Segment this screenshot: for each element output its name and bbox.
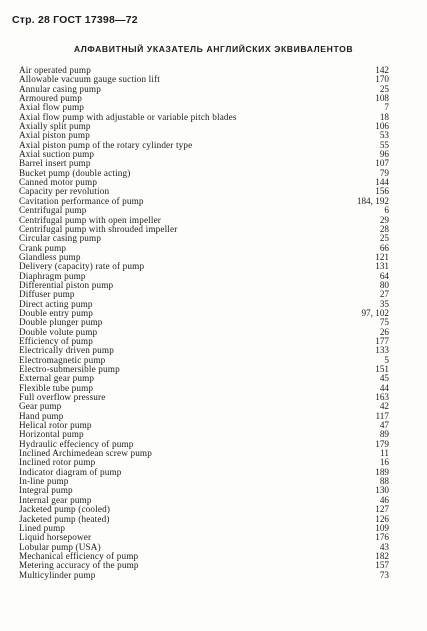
index-term: Crank pump — [19, 242, 67, 253]
index-term: Inclined Archimedean screw pump — [19, 448, 152, 459]
index-term: Electrically driven pump — [19, 345, 114, 356]
index-page-ref: 42 — [379, 401, 389, 412]
index-page-ref: 44 — [379, 382, 389, 393]
index-page-ref: 18 — [379, 111, 389, 122]
index-page-ref: 156 — [375, 186, 389, 197]
index-term: Electromagnetic pump — [19, 354, 106, 365]
index-page-ref: 53 — [379, 130, 389, 141]
index-term: Capacity per revolution — [19, 186, 110, 197]
index-term: Full overflow pressure — [19, 392, 106, 403]
index-term: Centrifugal pump — [19, 205, 87, 216]
index-page-ref: 106 — [375, 121, 389, 132]
index-page-ref: 79 — [379, 167, 389, 178]
index-page-ref: 7 — [384, 102, 389, 113]
index-page-ref: 35 — [379, 298, 389, 309]
index-page-ref: 182 — [375, 550, 389, 561]
index-term: Helical rotor pump — [19, 420, 92, 431]
index-term: Axial suction pump — [19, 149, 95, 160]
index-term: Jacketed pump (heated) — [19, 513, 110, 524]
index-page-ref: 107 — [375, 158, 389, 169]
index-term: Axial piston pump — [19, 130, 90, 141]
index-term: Delivery (capacity) rate of pump — [19, 261, 145, 272]
index-term: Glandless pump — [19, 251, 81, 262]
index-term: Jacketed pump (cooled) — [19, 504, 111, 515]
index-page-ref: 75 — [379, 317, 389, 328]
index-page-ref: 117 — [375, 410, 389, 421]
index-page-ref: 28 — [379, 223, 389, 234]
index-page-ref: 80 — [379, 279, 389, 290]
index-entry — [19, 468, 389, 477]
index-term: Hand pump — [19, 410, 64, 421]
index-page-ref: 45 — [379, 373, 389, 384]
index-term: Canned motor pump — [19, 177, 98, 188]
index-page-ref: 142 — [375, 65, 389, 75]
index-term: Circular casing pump — [19, 233, 102, 244]
index-term: Double entry pump — [19, 307, 93, 318]
index-page-ref: 88 — [379, 476, 389, 487]
index-page-ref: 184, 192 — [356, 195, 389, 206]
index-term: External gear pump — [19, 373, 95, 384]
index-term: Axially split pump — [19, 121, 91, 132]
index-term: Lobular pump (USA) — [19, 541, 101, 552]
index-page-ref: 96 — [379, 149, 389, 160]
index-page-ref: 55 — [379, 139, 389, 150]
index-term: Axial flow pump with adjustable or variable pitch blades — [19, 111, 237, 122]
index-page-ref: 6 — [384, 205, 389, 216]
index-page-ref: 109 — [375, 522, 389, 533]
index-page-ref: 46 — [379, 494, 389, 505]
index-entry — [19, 477, 389, 486]
index-term: Internal gear pump — [19, 494, 92, 505]
index-term: Indicator diagram of pump — [19, 466, 122, 477]
index-term: Diaphragm pump — [19, 270, 86, 281]
index-term: Multicylinder pump — [19, 569, 96, 580]
index-term: Gear pump — [19, 401, 62, 412]
index-term: Double plunger pump — [19, 317, 103, 328]
index-term: Electro-submersible pump — [19, 364, 120, 374]
index-page-ref: 25 — [379, 233, 389, 244]
index-entry — [19, 393, 389, 402]
index-page-ref: 179 — [375, 438, 389, 449]
index-term: Lined pump — [19, 522, 66, 533]
index-page-ref: 176 — [375, 532, 389, 543]
index-term: Inclined rotor pump — [19, 457, 96, 468]
index-term: Bucket pump (double acting) — [19, 167, 131, 178]
index-page-ref: 25 — [379, 83, 389, 94]
index-term: Direct acting pump — [19, 298, 93, 309]
index-term: Annular casing pump — [19, 83, 101, 94]
index-term: Flexible tube pump — [19, 382, 94, 393]
index-page-ref: 66 — [379, 242, 389, 253]
index-term: Liquid horsepower — [19, 532, 92, 543]
index-term: Hydraulic effeciency of pump — [19, 438, 134, 449]
index-page-ref: 170 — [375, 74, 389, 85]
index-term: Armoured pump — [19, 93, 82, 104]
index-term: Integral pump — [19, 485, 73, 496]
index-term: Centrifugal pump with open impeller — [19, 214, 162, 225]
index-page-ref: 26 — [379, 326, 389, 337]
index-term: Double volute pump — [19, 326, 98, 337]
index-page-ref: 108 — [375, 93, 389, 104]
index-page-ref: 43 — [379, 541, 389, 552]
index-page-ref: 131 — [375, 261, 389, 272]
index-term: Diffuser pump — [19, 289, 75, 300]
index-page-ref: 97, 102 — [361, 307, 389, 318]
index-page-ref: 151 — [375, 364, 389, 374]
index-page-ref: 29 — [379, 214, 389, 225]
index-page-ref: 189 — [375, 466, 389, 477]
index-term: Centrifugal pump with shrouded impeller — [19, 223, 178, 234]
index-page-ref: 121 — [375, 251, 389, 262]
index-term: Efficiency of pump — [19, 335, 93, 346]
index-page-ref: 126 — [375, 513, 389, 524]
index-term: Differential piston pump — [19, 279, 114, 290]
index-page-ref: 11 — [380, 448, 389, 459]
index-entry — [19, 402, 389, 411]
index-page-ref: 144 — [375, 177, 389, 188]
page-header: Стр. 28 ГОСТ 17398—72 — [12, 14, 138, 26]
index-page-ref: 89 — [379, 429, 389, 440]
index-term: Horizontal pump — [19, 429, 84, 440]
index-page-ref: 73 — [379, 569, 389, 580]
index-page-ref: 127 — [375, 504, 389, 515]
index-term: In-line pump — [19, 476, 69, 487]
index-term: Cavitation performance of pump — [19, 195, 144, 206]
index-term: Allowable vacuum gauge suction lift — [19, 74, 160, 85]
index-term: Axial flow pump — [19, 102, 85, 113]
index-entry — [19, 515, 389, 524]
index-page-ref: 64 — [379, 270, 389, 281]
index-page-ref: 130 — [375, 485, 389, 496]
index-page-ref: 27 — [379, 289, 389, 300]
index-page-ref: 16 — [379, 457, 389, 468]
index-term: Mechanical efficiency of pump — [19, 550, 139, 561]
index-term: Barrel insert pump — [19, 158, 91, 169]
index-list — [19, 66, 389, 580]
index-page-ref: 177 — [375, 335, 389, 346]
index-term: Metering accuracy of the pump — [19, 560, 139, 571]
section-title: АЛФАВИТНЫЙ УКАЗАТЕЛЬ АНГЛИЙСКИХ ЭКВИВАЛЕНТОВ — [73, 44, 354, 54]
index-page-ref: 5 — [384, 354, 389, 365]
index-term: Air operated pump — [19, 65, 91, 75]
index-entry — [19, 234, 389, 243]
index-page-ref: 157 — [375, 560, 389, 571]
index-entry — [19, 571, 389, 580]
index-term: Axial piston pump of the rotary cylinder type — [19, 139, 193, 150]
index-page-ref: 133 — [375, 345, 389, 356]
index-page-ref: 163 — [375, 392, 389, 403]
index-page-ref: 47 — [379, 420, 389, 431]
